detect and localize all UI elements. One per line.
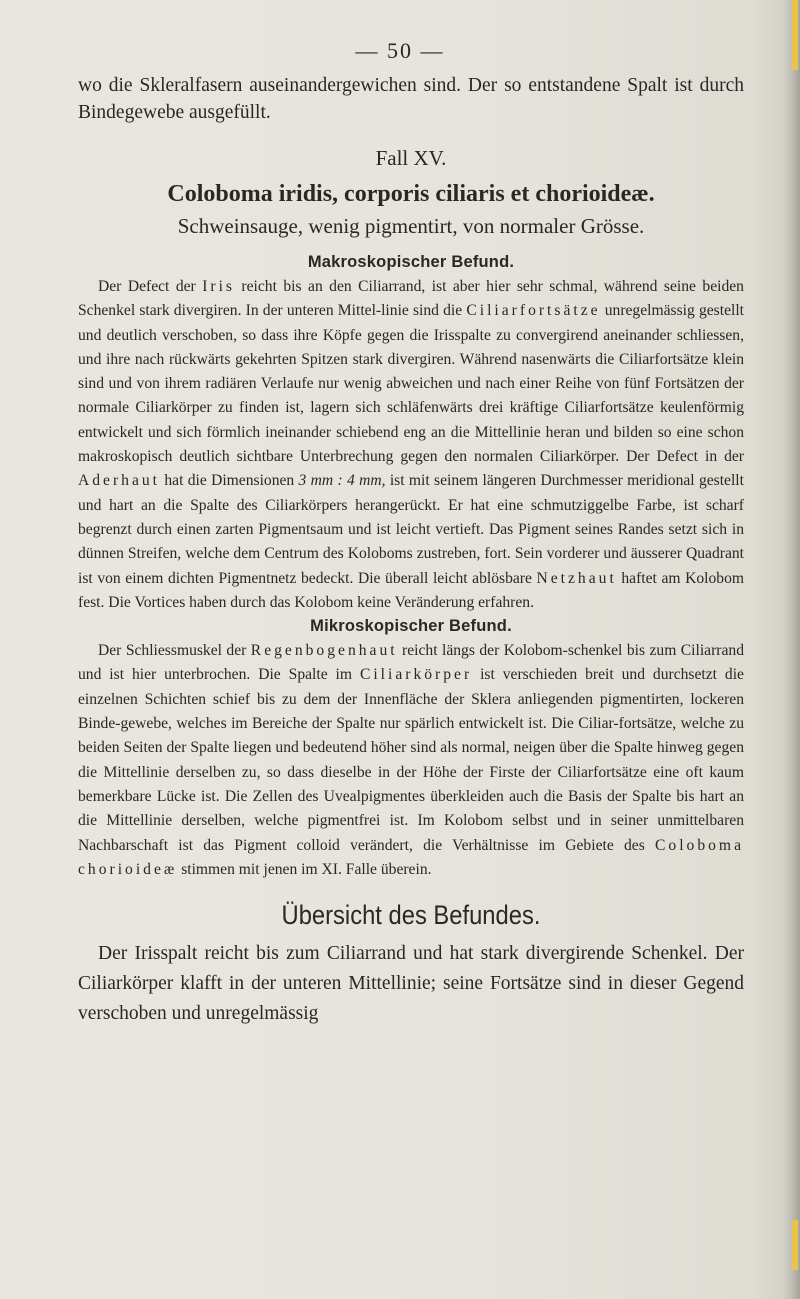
case-heading: Fall XV.	[375, 146, 447, 170]
macro-text-3: unregelmässig gestellt und deutlich verschoben, so dass ihre Köpfe gegen die Irisspalte zu convergirend aneinander schliessen, und ihre nach rückwärts gekehrten Spitzen stark divergiren. Während nasenwärts die Ciliarfortsätze klein sind und von ihrem radiären Verlaufe nur wenig abweichen und nach einer Reihe von fünf Fortsätzen der normale Ciliarkörper zu finden ist, lagern sich schläfenwärts drei kräftige Ciliarfortsätze keulenförmig entwickelt und sich förmlich ineinander schiebend eng an die Mittellinie heran und bilden so eine schon makroskopisch deutlich sichtbare Unterbrechung gegen den normalen Ciliarkörper. Der Defect in der	[78, 302, 744, 466]
macro-heading: Makroskopischer Befund.	[307, 253, 515, 271]
macro-paragraph	[78, 275, 744, 615]
micro-paragraph	[78, 639, 744, 882]
term-coloboma-chorioideae: Coloboma chorioideæ	[78, 836, 744, 878]
micro-text-2: reicht längs der Kolobom-schenkel bis zum Ciliarrand und ist hier unterbrochen. Die Spalte im	[78, 642, 744, 684]
edge-tab-bottom	[792, 1220, 798, 1270]
term-aderhaut: Aderhaut	[78, 472, 161, 490]
micro-text-4: stimmen mit jenen im XI. Falle überein.	[177, 860, 432, 878]
term-ciliarkoerper: Ciliarkörper	[359, 666, 473, 684]
page-content	[78, 72, 744, 1029]
term-iris: Iris	[202, 278, 235, 295]
term-netzhaut: Netzhaut	[536, 569, 617, 587]
micro-text-1: Der Schliessmuskel der	[98, 642, 251, 660]
macro-text-1: Der Defect der	[98, 278, 203, 295]
term-ciliarfortsaetze: Ciliarfortsätze	[466, 302, 601, 320]
macro-text-4: hat die Dimensionen	[160, 472, 299, 490]
term-regenbogenhaut: Regenbogenhaut	[250, 642, 398, 660]
lead-paragraph: wo die Skleralfasern auseinandergewichen sind. Der so entstandene Spalt ist durch Bindegewebe ausgefüllt.	[78, 75, 744, 123]
micro-heading: Mikroskopischer Befund.	[310, 617, 512, 636]
macro-text-2: reicht bis an den Ciliarrand, ist aber hier sehr schmal, während seine beiden Schenkel stark divergiren. In der unteren Mittel-linie sind die	[78, 278, 744, 320]
micro-text-3: ist verschieden breit und durchsetzt die einzelnen Schichten schief bis zu dem der Innenfläche der Sklera anliegenden pigmentirten, lockeren Binde-gewebe, welches im Bereiche der Spalte nur spärlich entwickelt ist. Die Ciliar-fortsätze, welche zu beiden Seiten der Spalte liegen und bedeutend höher sind als normal, neigen über die Spalte hinweg gegen die Mittellinie derselben zu, so dass dieselbe in der Höhe der Firste der Ciliarfortsätze eine oft kaum bemerkbare Lücke ist. Die Zellen des Uvealpigmentes überkleiden auch die Basis der Spalte bis hart an die Mittellinie derselben, welche pigmentfrei ist. Im Kolobom selbst und in seiner unmittelbaren Nachbarschaft ist das Pigment colloid verändert, die Verhältnisse im Gebiete des	[78, 666, 744, 854]
page-number: — 50 —	[355, 38, 445, 63]
case-subtitle: Schweinsauge, wenig pigmentirt, von normaler Grösse.	[177, 214, 645, 238]
macro-text-5: , ist mit seinem längeren Durchmesser meridional gestellt und hart an die Spalte des Ciliarkörpers herangerückt. Er hat eine schmutziggelbe Farbe, ist scharf begrenzt durch einen zarten Pigmentsaum und ist leicht vertieft. Das Pigment seines Randes setzt sich in dünnen Streifen, welche dem Centrum des Koloboms zustreben, fort. Sein vorderer und äusserer Quadrant ist von einem dichten Pigmentnetz bedeckt. Die überall leicht ablösbare	[78, 472, 744, 587]
page-edge-shadow	[782, 0, 800, 1299]
dimension-value: 3 mm : 4 mm	[298, 472, 382, 490]
overview-heading: Übersicht des Befundes.	[281, 900, 541, 931]
overview-paragraph: Der Irisspalt reicht bis zum Ciliarrand und hat stark divergirende Schenkel. Der Ciliarkörper klafft in der unteren Mittellinie; seine Fortsätze sind in dieser Gegend verschoben und unregelmässig	[78, 943, 744, 1025]
case-title: Coloboma iridis, corporis ciliaris et chorioideæ.	[167, 181, 655, 207]
macro-text-6: haftet am Kolobom fest. Die Vortices haben durch das Kolobom keine Veränderung erfahren.	[78, 569, 745, 611]
